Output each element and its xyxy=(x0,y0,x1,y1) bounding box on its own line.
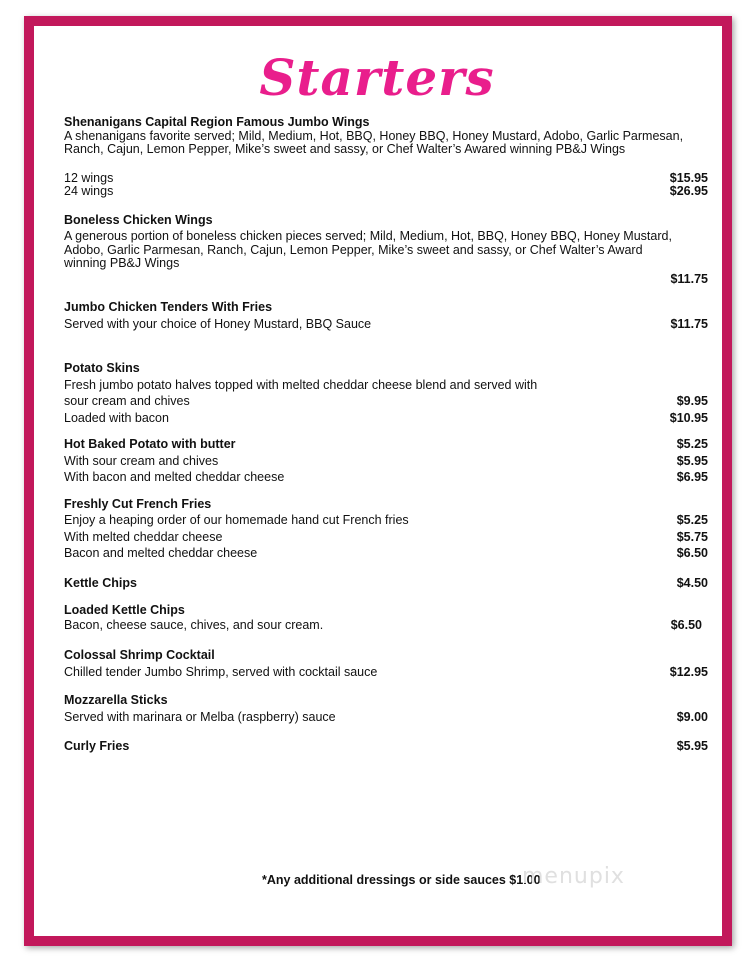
menu-item-shrimp-cocktail xyxy=(64,649,708,679)
item-description: A shenanigans favorite served; Mild, Medium, Hot, BBQ, Honey BBQ, Honey Mustard, Adobo, Garlic Parmesan, Ranch, Cajun, Lemon Pepper, Mike’s sweet and sassy, or Chef Walter’s Awared winning PB&J Wings xyxy=(64,128,684,156)
option-row xyxy=(64,412,708,426)
item-description: Fresh jumbo potato halves topped with melted cheddar cheese blend and served with xyxy=(64,377,538,392)
item-name: Boneless Chicken Wings xyxy=(64,212,213,227)
option-price: $6.95 xyxy=(676,470,708,484)
option-row xyxy=(64,438,708,452)
option-price: $26.95 xyxy=(669,184,708,198)
option-row xyxy=(64,318,708,332)
menu-item-chicken-tenders xyxy=(64,301,708,331)
option-row xyxy=(64,666,708,680)
option-row xyxy=(64,547,708,561)
item-price: $5.95 xyxy=(676,739,708,753)
option-row xyxy=(64,185,708,199)
item-name: Loaded Kettle Chips xyxy=(64,603,185,617)
option-price: $5.25 xyxy=(676,513,708,527)
menu-item-baked-potato xyxy=(64,438,708,485)
option-label: Enjoy a heaping order of our homemade hand cut French fries xyxy=(64,513,409,527)
option-row xyxy=(64,273,708,287)
item-price: $11.75 xyxy=(670,271,708,286)
option-label: Served with marinara or Melba (raspberry) sauce xyxy=(64,709,336,724)
option-row xyxy=(64,471,708,485)
option-label: Loaded with bacon xyxy=(64,410,169,425)
item-name: Freshly Cut French Fries xyxy=(64,496,212,511)
item-price: $11.75 xyxy=(670,316,708,331)
option-row xyxy=(64,395,708,409)
option-price: $5.95 xyxy=(676,453,708,468)
option-label: Bacon and melted cheddar cheese xyxy=(64,546,258,560)
option-price: $9.95 xyxy=(676,394,708,408)
option-row xyxy=(64,711,708,725)
watermark: menupix xyxy=(522,864,625,889)
option-price: $9.00 xyxy=(676,709,708,724)
item-name: Shenanigans Capital Region Famous Jumbo Wings xyxy=(64,115,370,129)
option-row xyxy=(64,577,708,591)
item-name: Hot Baked Potato with butter xyxy=(64,437,236,451)
item-name: Kettle Chips xyxy=(64,575,137,590)
item-name: Mozzarella Sticks xyxy=(64,693,168,707)
option-label: 12 wings xyxy=(64,170,114,185)
option-price: $10.95 xyxy=(669,410,708,425)
item-name: Curly Fries xyxy=(64,739,130,753)
option-price: $5.75 xyxy=(676,529,708,544)
menu-item-potato-skins xyxy=(64,362,708,425)
menu-item-boneless-wings xyxy=(64,214,708,287)
option-price: $15.95 xyxy=(669,170,708,185)
option-price: $6.50 xyxy=(670,617,702,632)
item-name: Potato Skins xyxy=(64,361,140,375)
option-label: 24 wings xyxy=(64,184,114,198)
option-label: sour cream and chives xyxy=(64,394,190,408)
option-label: With melted cheddar cheese xyxy=(64,529,223,544)
item-description: Served with your choice of Honey Mustard, BBQ Sauce xyxy=(64,316,372,331)
menu-item-curly-fries xyxy=(64,740,708,754)
option-label: With bacon and melted cheddar cheese xyxy=(64,470,285,484)
option-label: With sour cream and chives xyxy=(64,453,219,468)
page-title: Starters xyxy=(259,48,495,107)
option-label: Chilled tender Jumbo Shrimp, served with cocktail sauce xyxy=(64,664,378,679)
item-name: Jumbo Chicken Tenders With Fries xyxy=(64,300,273,314)
item-price: $4.50 xyxy=(676,575,708,590)
option-label: Bacon, cheese sauce, chives, and sour cream. xyxy=(64,617,324,632)
item-price: $5.25 xyxy=(676,437,708,451)
item-description: A generous portion of boneless chicken pieces served; Mild, Medium, Hot, BBQ, Honey BBQ, Honey Mustard, Adobo, Garlic Parmesan, Ranch, Cajun, Lemon Pepper, Mike’s sweet and sassy, or Chef Walter’s Award winning PB&J Wings xyxy=(64,229,672,270)
menu-item-mozzarella-sticks xyxy=(64,694,708,724)
menu-item-jumbo-wings xyxy=(64,116,708,199)
footer-note: *Any additional dressings or side sauces $1.00 xyxy=(262,873,541,887)
option-row xyxy=(64,172,708,186)
menu-list xyxy=(64,116,708,754)
menu-item-loaded-kettle-chips xyxy=(64,604,708,632)
option-row xyxy=(64,619,708,633)
menu-item-kettle-chips xyxy=(64,577,708,591)
option-row xyxy=(64,455,708,469)
item-name: Colossal Shrimp Cocktail xyxy=(64,648,215,662)
option-price: $12.95 xyxy=(669,664,708,679)
option-row xyxy=(64,531,708,545)
option-price: $6.50 xyxy=(676,546,708,560)
option-row xyxy=(64,514,708,528)
menu-item-french-fries xyxy=(64,498,708,561)
option-row xyxy=(64,740,708,754)
